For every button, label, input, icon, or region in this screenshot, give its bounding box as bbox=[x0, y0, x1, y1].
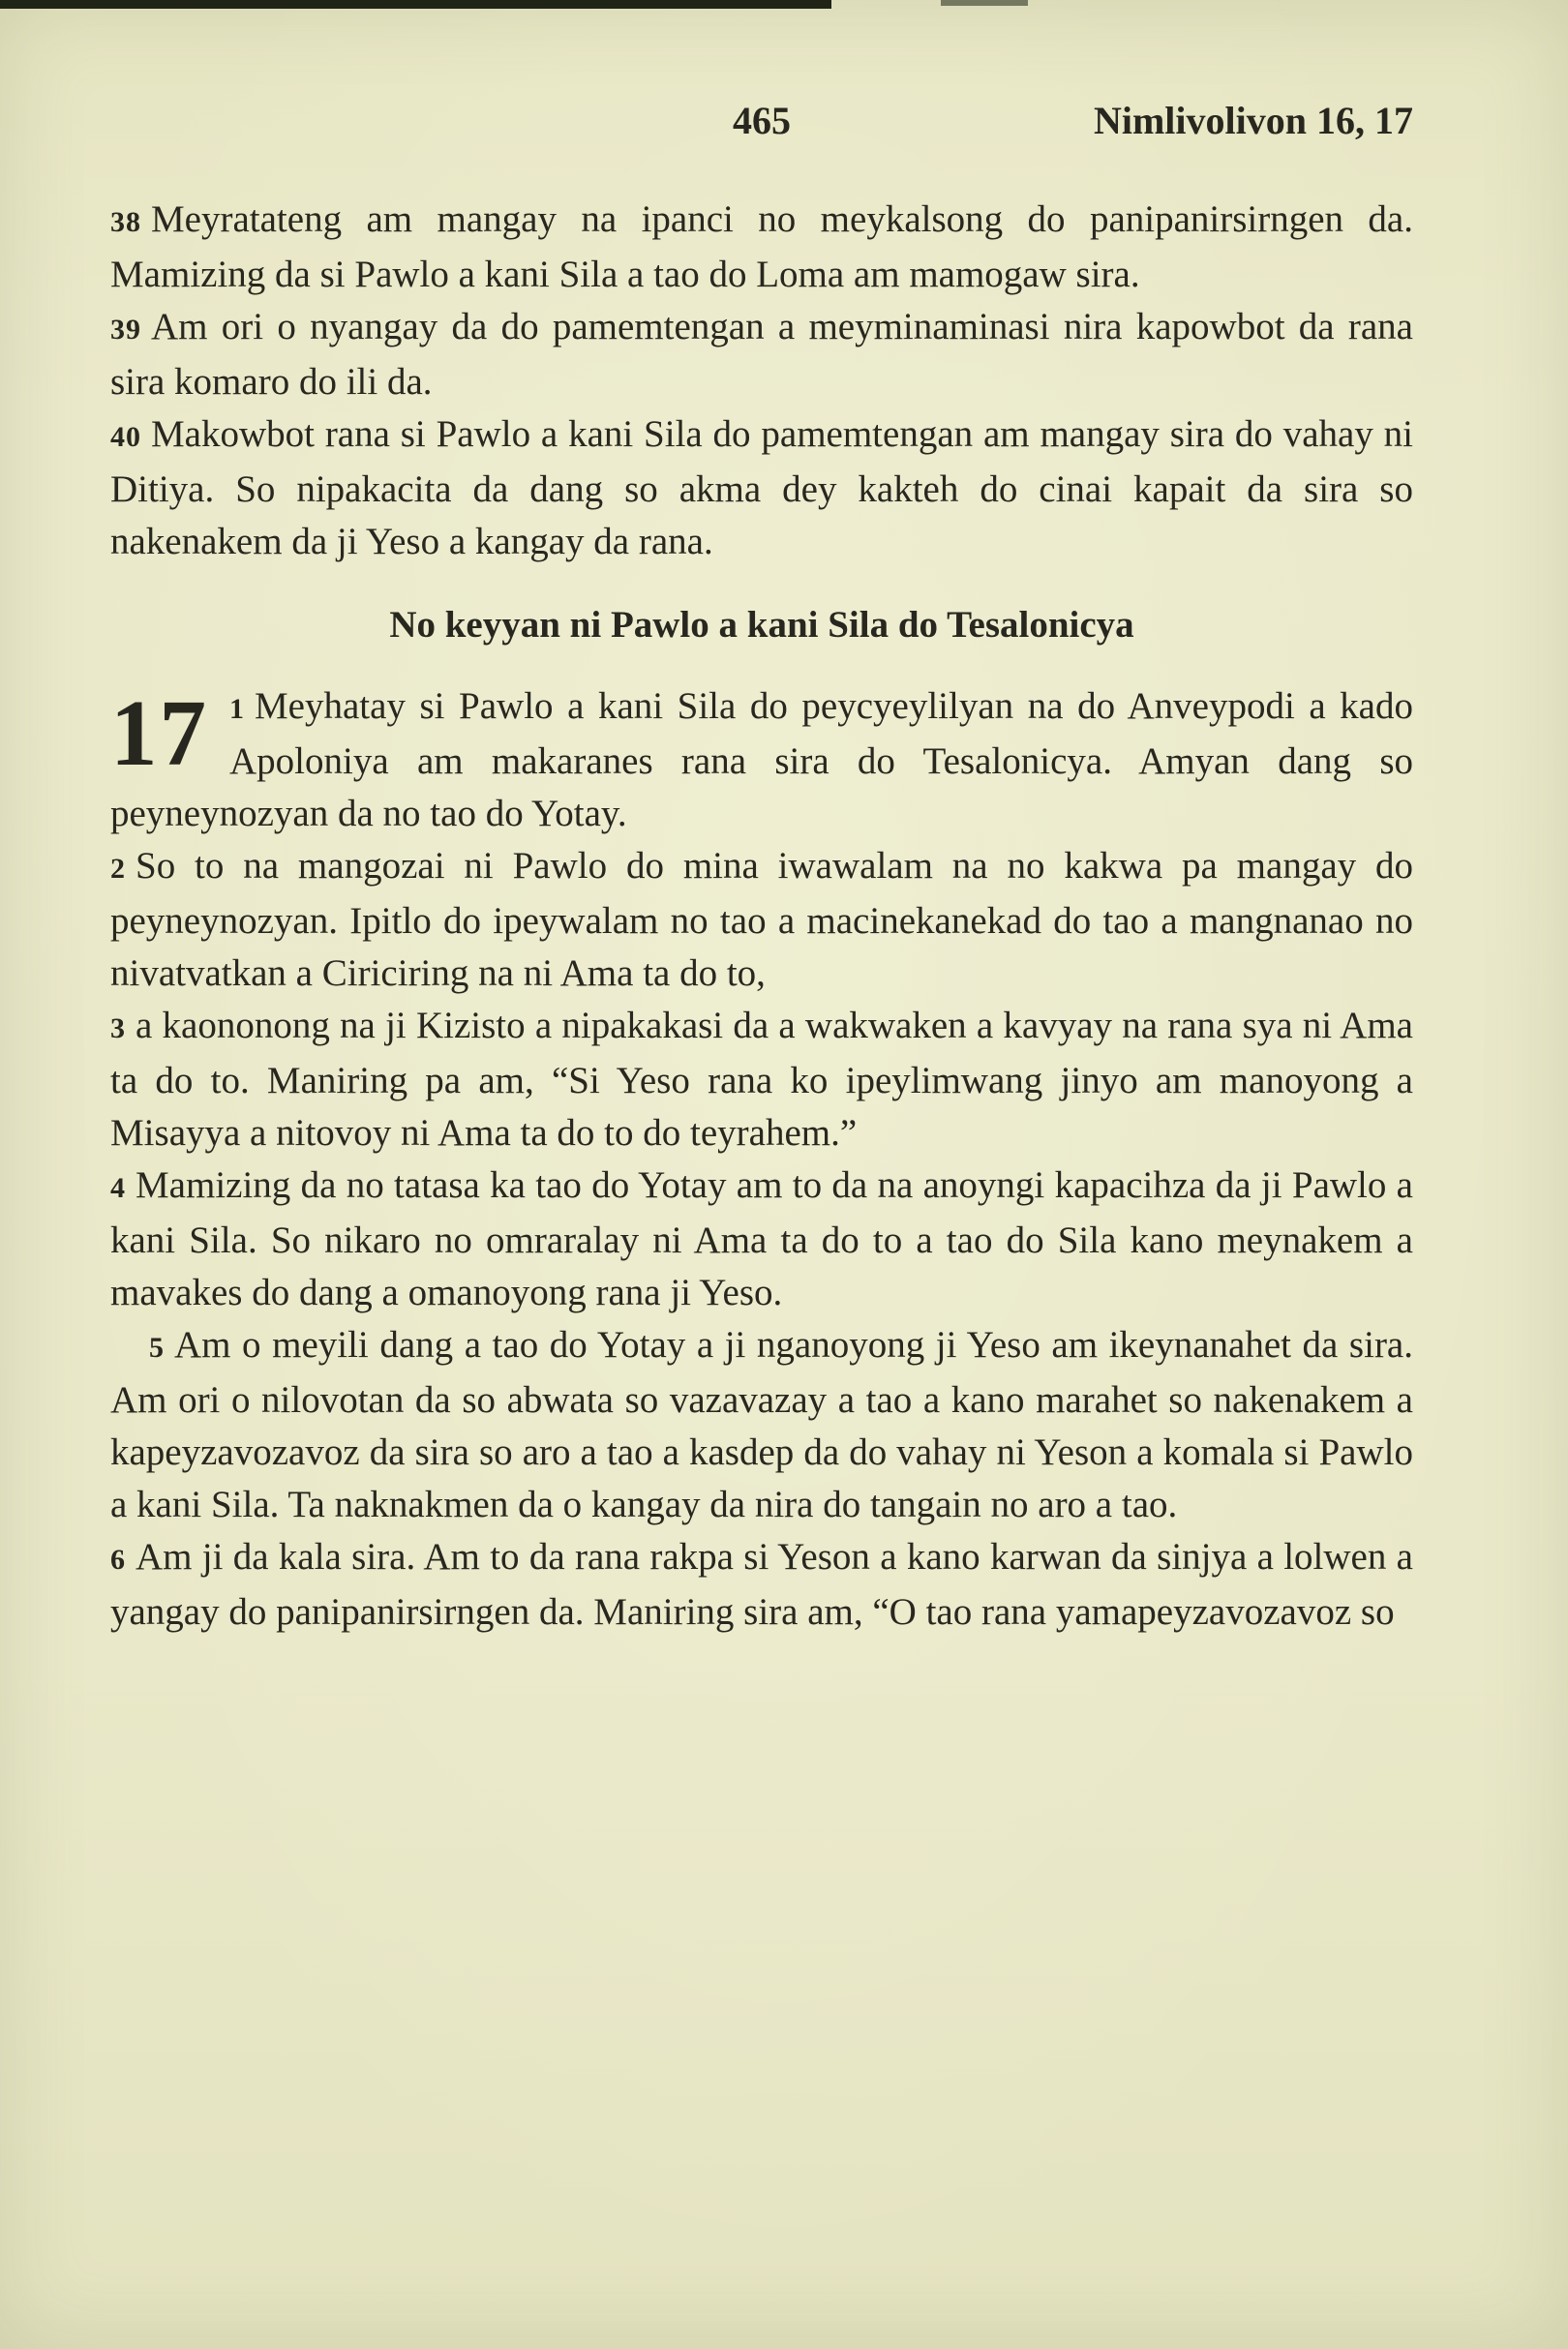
verse-text: Meyhatay si Pawlo a kani Sila do peycyeylilyan na do Anveypodi a kado Apoloniya am makaranes rana sira do Tesalonicya. Amyan dang so peyneynozyan da no tao do Yotay. bbox=[110, 685, 1413, 834]
verse-number: 4 bbox=[110, 1172, 126, 1204]
verse-paragraph bbox=[110, 1319, 1413, 1531]
verse-text: Am ji da kala sira. Am to da rana rakpa si Yeson a kano karwan da sinjya a lolwen a yangay do panipanirsirngen da. Maniring sira am, “O tao rana yamapeyzavozavoz so bbox=[110, 1536, 1413, 1633]
page-number: 465 bbox=[733, 99, 791, 142]
verse-number: 5 bbox=[149, 1332, 165, 1364]
chapter-17-verses bbox=[110, 840, 1413, 1639]
scan-edge-artifact bbox=[0, 0, 831, 9]
chapter-16-verses bbox=[110, 194, 1413, 568]
verse-paragraph bbox=[110, 1159, 1413, 1319]
verse-text: So to na mangozai ni Pawlo do mina iwawalam na no kakwa pa mangay do peyneynozyan. Ipitlo do ipeywalam no tao a macinekanekad do tao a mangnanao no nivatvatkan a Ciriciring na ni Ama ta do to, bbox=[110, 845, 1413, 994]
verse-text: Am o meyili dang a tao do Yotay a ji nganoyong ji Yeso am ikeynanahet da sira. Am ori o nilovotan da so abwata so vazavazay a tao a kano marahet so nakenakem a kapeyzavozavoz da sira so aro a tao a kasdep da do vahay ni Yeson a komala si Pawlo a kani Sila. Ta naknakmen da o kangay da nira do tangain no aro a tao. bbox=[110, 1324, 1413, 1525]
chapter-17-opening-verse bbox=[110, 680, 1413, 840]
verse-number: 38 bbox=[110, 206, 141, 238]
chapter-number: 17 bbox=[110, 681, 208, 785]
verse-text: Meyratateng am mangay na ipanci no meykalsong do panipanirsirngen da. Mamizing da si Pawlo a kani Sila a tao do Loma am mamogaw sira. bbox=[110, 198, 1413, 295]
verse-number: 39 bbox=[110, 314, 141, 346]
verse-paragraph bbox=[110, 840, 1413, 1000]
verse-text: Makowbot rana si Pawlo a kani Sila do pamemtengan am mangay sira do vahay ni Ditiya. So nipakacita da dang so akma dey kakteh do cinai kapait da sira so nakenakem da ji Yeso a kangay da rana. bbox=[110, 413, 1413, 562]
running-head: Nimlivolivon 16, 17 bbox=[1093, 99, 1413, 142]
scan-edge-artifact-small bbox=[941, 0, 1028, 6]
verse-text: Mamizing da no tatasa ka tao do Yotay am to da na anoyngi kapacihza da ji Pawlo a kani Sila. So nikaro no omraralay ni Ama ta do to a tao do Sila kano meynakem a mavakes do dang a omanoyong rana ji Yeso. bbox=[110, 1164, 1413, 1313]
verse-paragraph bbox=[110, 1000, 1413, 1159]
verse-number: 1 bbox=[229, 693, 245, 725]
verse-paragraph bbox=[110, 194, 1413, 301]
verse-text: a kaononong na ji Kizisto a nipakakasi da a wakwaken a kavyay na rana sya ni Ama ta do to. Maniring pa am, “Si Yeso rana ko ipeylimwang jinyo am manoyong a Misayya a nitovoy ni Ama ta do to do teyrahem.” bbox=[110, 1005, 1413, 1154]
verse-number: 3 bbox=[110, 1012, 126, 1044]
page-header bbox=[110, 95, 1413, 147]
verse-paragraph bbox=[110, 408, 1413, 568]
verse-text: Am ori o nyangay da do pamemtengan a meyminaminasi nira kapowbot da rana sira komaro do ili da. bbox=[110, 306, 1413, 403]
verse-number: 6 bbox=[110, 1544, 126, 1576]
verse-paragraph bbox=[110, 301, 1413, 408]
verse-number: 40 bbox=[110, 421, 141, 453]
section-heading: No keyyan ni Pawlo a kani Sila do Tesalonicya bbox=[389, 604, 1134, 646]
verse-paragraph bbox=[110, 1531, 1413, 1639]
verse-number: 2 bbox=[110, 853, 126, 885]
